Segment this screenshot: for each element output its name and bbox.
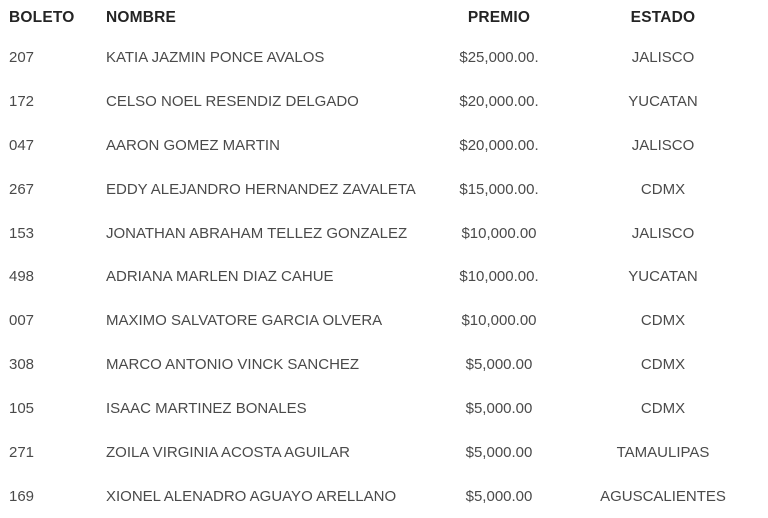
cell-estado: CDMX xyxy=(640,399,686,417)
cell-premio: $5,000.00 xyxy=(465,487,533,505)
table-row xyxy=(0,211,768,255)
cell-premio: $5,000.00 xyxy=(465,399,533,417)
cell-premio: $5,000.00 xyxy=(465,356,533,374)
table-row xyxy=(0,255,768,299)
cell-nombre: MAXIMO SALVATORE GARCIA OLVERA xyxy=(106,312,383,330)
cell-boleto: 498 xyxy=(9,268,35,286)
cell-nombre: XIONEL ALENADRO AGUAYO ARELLANO xyxy=(106,487,397,505)
cell-estado: CDMX xyxy=(640,312,686,330)
cell-nombre: MARCO ANTONIO VINCK SANCHEZ xyxy=(106,356,360,374)
cell-premio: $10,000.00 xyxy=(461,224,537,242)
cell-estado: CDMX xyxy=(640,356,686,374)
cell-boleto: 172 xyxy=(9,93,35,111)
table-header-row xyxy=(0,0,768,36)
cell-nombre: AARON GOMEZ MARTIN xyxy=(106,137,280,155)
table-row xyxy=(0,80,768,124)
cell-nombre: ZOILA VIRGINIA ACOSTA AGUILAR xyxy=(106,443,350,461)
table-row xyxy=(0,474,768,518)
cell-nombre: EDDY ALEJANDRO HERNANDEZ ZAVALETA xyxy=(106,180,416,198)
cell-premio: $20,000.00. xyxy=(459,137,539,155)
cell-nombre: ADRIANA MARLEN DIAZ CAHUE xyxy=(106,268,334,286)
cell-nombre: JONATHAN ABRAHAM TELLEZ GONZALEZ xyxy=(106,224,408,242)
cell-estado: TAMAULIPAS xyxy=(616,443,710,461)
cell-estado: JALISCO xyxy=(631,49,695,67)
header-cell-premio: PREMIO xyxy=(467,9,531,26)
cell-boleto: 207 xyxy=(9,49,35,67)
table-row xyxy=(0,430,768,474)
cell-premio: $20,000.00. xyxy=(459,93,539,111)
cell-boleto: 007 xyxy=(9,312,35,330)
table-row xyxy=(0,36,768,80)
cell-estado: JALISCO xyxy=(631,137,695,155)
cell-premio: $5,000.00 xyxy=(465,443,533,461)
cell-nombre: CELSO NOEL RESENDIZ DELGADO xyxy=(106,93,359,111)
cell-premio: $10,000.00 xyxy=(461,312,537,330)
cell-boleto: 308 xyxy=(9,356,35,374)
cell-boleto: 267 xyxy=(9,180,35,198)
cell-premio: $15,000.00. xyxy=(459,180,539,198)
cell-estado: YUCATAN xyxy=(628,93,698,111)
cell-boleto: 153 xyxy=(9,224,35,242)
cell-nombre: ISAAC MARTINEZ BONALES xyxy=(106,399,307,417)
cell-boleto: 271 xyxy=(9,443,35,461)
header-cell-nombre: NOMBRE xyxy=(106,9,177,26)
cell-boleto: 047 xyxy=(9,137,35,155)
table-row xyxy=(0,299,768,343)
cell-estado: YUCATAN xyxy=(628,268,698,286)
table-row xyxy=(0,124,768,168)
cell-boleto: 169 xyxy=(9,487,35,505)
cell-estado: JALISCO xyxy=(631,224,695,242)
cell-premio: $10,000.00. xyxy=(459,268,539,286)
cell-nombre: KATIA JAZMIN PONCE AVALOS xyxy=(106,49,325,67)
cell-boleto: 105 xyxy=(9,399,35,417)
table-row xyxy=(0,387,768,431)
cell-estado: AGUSCALIENTES xyxy=(600,487,726,505)
header-cell-estado: ESTADO xyxy=(630,9,696,26)
table-row xyxy=(0,167,768,211)
cell-estado: CDMX xyxy=(640,180,686,198)
header-cell-boleto: BOLETO xyxy=(9,9,75,26)
table-row xyxy=(0,343,768,387)
cell-premio: $25,000.00. xyxy=(459,49,539,67)
